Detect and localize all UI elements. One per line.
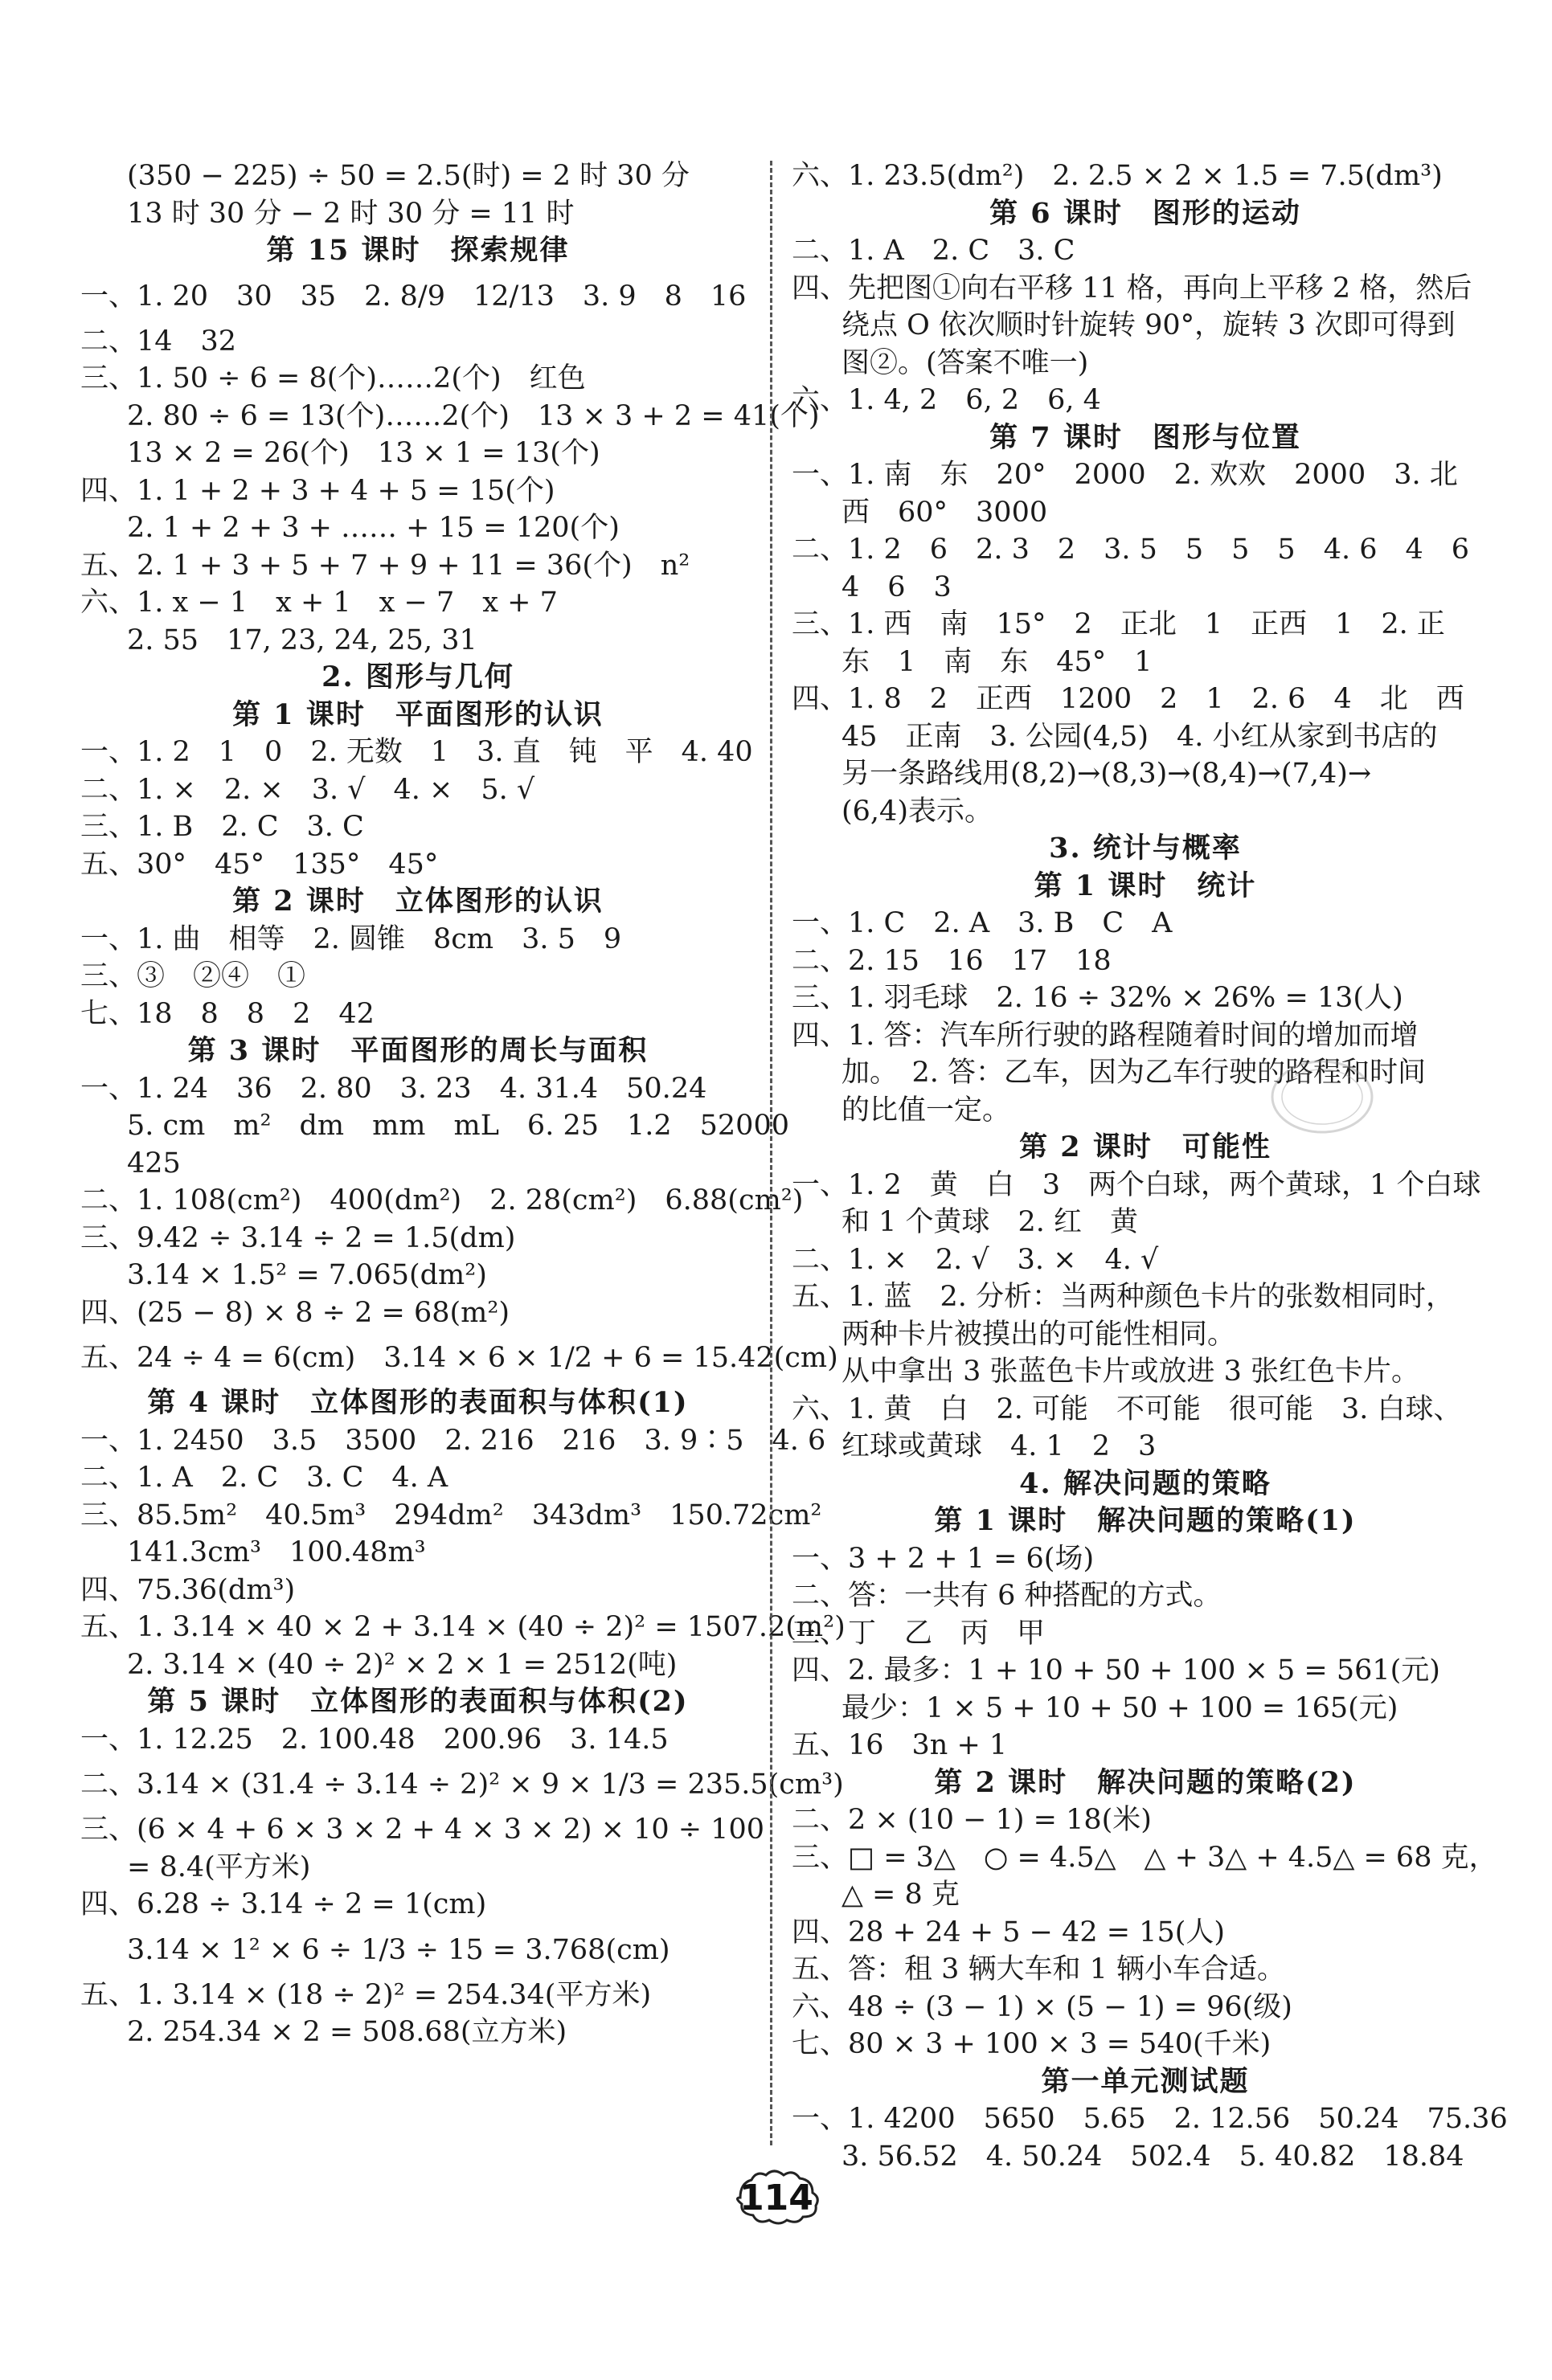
- page-number-text: 114: [739, 2177, 813, 2218]
- answer-line: 二、1. 2 6 2. 3 2 3. 5 5 5 5 4. 6 4 6: [792, 534, 1470, 566]
- page-number: [724, 2169, 829, 2226]
- answer-line: 3.14 × 1² × 6 ÷ 1/3 ÷ 15 = 3.768(cm): [127, 1933, 670, 1966]
- section-heading: 第一单元测试题: [1041, 2064, 1250, 2098]
- answer-line: 和 1 个黄球 2. 红 黄: [842, 1206, 1139, 1238]
- answer-line: 三、85.5m² 40.5m³ 294dm² 343dm³ 150.72cm²: [80, 1499, 822, 1531]
- answer-line: 三、1. 羽毛球 2. 16 ÷ 32% × 26% = 13(人): [792, 982, 1403, 1014]
- section-heading: 第 2 课时 立体图形的认识: [232, 885, 604, 918]
- watermark-stamp: [1266, 1053, 1378, 1141]
- answer-line: 红球或黄球 4. 1 2 3: [842, 1430, 1157, 1462]
- answer-line: 五、30° 45° 135° 45°: [80, 848, 439, 881]
- answer-line: 六、1. 4, 2 6, 2 6, 4: [792, 384, 1101, 416]
- answer-line: 四、(25 − 8) × 8 ÷ 2 = 68(m²): [80, 1296, 510, 1329]
- answer-line: 七、80 × 3 + 100 × 3 = 540(千米): [792, 2028, 1271, 2060]
- answer-line: 4 6 3: [842, 570, 952, 603]
- answer-line: (350 − 225) ÷ 50 = 2.5(时) = 2 时 30 分: [127, 160, 690, 192]
- section-heading: 第 2 课时 可能性: [1019, 1131, 1271, 1163]
- answer-line: 3.14 × 1.5² = 7.065(dm²): [127, 1259, 487, 1291]
- answer-line: 一、1. 南 东 20° 2000 2. 欢欢 2000 3. 北: [792, 459, 1458, 491]
- answer-line: 二、1. × 2. √ 3. × 4. √: [792, 1243, 1159, 1276]
- answer-line: 一、1. 2450 3.5 3500 2. 216 216 3. 9∶5 4. 6: [80, 1424, 826, 1457]
- answer-line: 三、9.42 ÷ 3.14 ÷ 2 = 1.5(dm): [80, 1221, 516, 1254]
- right-column: [792, 157, 1508, 2175]
- answer-line: 二、1. 108(cm²) 400(dm²) 2. 28(cm²) 6.88(cm²): [80, 1184, 804, 1217]
- column-divider: [770, 161, 772, 2145]
- answer-line: 二、14 32: [80, 325, 237, 358]
- answer-line: 三、丁 乙 丙 甲: [792, 1617, 1046, 1650]
- answer-line: 加。 2. 答：乙车，因为乙车行驶的路程和时间: [842, 1057, 1427, 1089]
- answer-line: 四、6.28 ÷ 3.14 ÷ 2 = 1(cm): [80, 1888, 487, 1920]
- answer-line: 二、1. A 2. C 3. C: [792, 235, 1075, 267]
- answer-line: 四、1. 1 + 2 + 3 + 4 + 5 = 15(个): [80, 474, 555, 507]
- answer-line: 七、18 8 8 2 42: [80, 997, 375, 1030]
- section-heading: 第 2 课时 解决问题的策略(2): [934, 1765, 1357, 1799]
- answer-line: 三、1. B 2. C 3. C: [80, 811, 364, 843]
- answer-line: 五、2. 1 + 3 + 5 + 7 + 9 + 11 = 36(个) n²: [80, 549, 690, 582]
- answer-line: 二、2 × (10 − 1) = 18(米): [792, 1804, 1152, 1836]
- section-heading: 第 4 课时 立体图形的表面积与体积(1): [147, 1386, 689, 1419]
- answer-line: 一、1. 2 1 0 2. 无数 1 3. 直 钝 平 4. 40: [80, 736, 753, 768]
- answer-line: 从中拿出 3 张蓝色卡片或放进 3 张红色卡片。: [842, 1356, 1420, 1388]
- answer-line: = 8.4(平方米): [127, 1850, 311, 1883]
- answer-line: 一、1. 24 36 2. 80 3. 23 4. 31.4 50.24: [80, 1072, 707, 1105]
- answer-line: 四、1. 8 2 正西 1200 2 1 2. 6 4 北 西: [792, 683, 1464, 715]
- answer-line: 2. 55 17, 23, 24, 25, 31: [127, 624, 477, 656]
- answer-line: 13 × 2 = 26(个) 13 × 1 = 13(个): [127, 437, 600, 469]
- answer-line: 四、先把图①向右平移 11 格，再向上平移 2 格，然后: [792, 272, 1472, 305]
- answer-line: 一、1. 曲 相等 2. 圆锥 8cm 3. 5 9: [80, 922, 622, 955]
- section-heading: 第 1 课时 平面图形的认识: [232, 697, 604, 731]
- answer-line: 5. cm m² dm mm mL 6. 25 1.2 52000: [127, 1110, 789, 1142]
- answer-line: 五、24 ÷ 4 = 6(cm) 3.14 × 6 × 1/2 + 6 = 15.42(cm): [80, 1342, 838, 1374]
- answer-line: 2. 1 + 2 + 3 + …… + 15 = 120(个): [127, 512, 620, 544]
- answer-line: 另一条路线用(8,2)→(8,3)→(8,4)→(7,4)→: [842, 758, 1372, 790]
- answer-line: 一、1. 12.25 2. 100.48 200.96 3. 14.5: [80, 1723, 669, 1756]
- section-heading: 第 3 课时 平面图形的周长与面积: [187, 1034, 649, 1067]
- section-heading: 2. 图形与几何: [321, 660, 514, 693]
- answer-line: 五、16 3n + 1: [792, 1729, 1008, 1761]
- answer-line: 13 时 30 分 − 2 时 30 分 = 11 时: [127, 197, 575, 230]
- section-heading: 第 1 课时 统计: [1034, 869, 1257, 902]
- answer-line: △ = 8 克: [842, 1879, 960, 1911]
- answer-line: 绕点 O 依次顺时针旋转 90°，旋转 3 次即可得到: [842, 309, 1456, 341]
- answer-line: 二、1. A 2. C 3. C 4. A: [80, 1462, 448, 1494]
- answer-line: 五、1. 蓝 2. 分析：当两种颜色卡片的张数相同时，: [792, 1281, 1455, 1313]
- answer-line: 45 正南 3. 公园(4,5) 4. 小红从家到书店的: [842, 720, 1438, 753]
- answer-line: 四、1. 答：汽车所行驶的路程随着时间的增加而增: [792, 1019, 1419, 1052]
- section-heading: 第 6 课时 图形的运动: [989, 196, 1301, 230]
- answer-line: 六、1. x − 1 x + 1 x − 7 x + 7: [80, 587, 558, 619]
- answer-line: 六、1. 黄 白 2. 可能 不可能 很可能 3. 白球、: [792, 1392, 1462, 1425]
- answer-line: 五、1. 3.14 × 40 × 2 + 3.14 × (40 ÷ 2)² = 1507.2(m²): [80, 1611, 846, 1643]
- answer-line: 西 60° 3000: [842, 496, 1048, 529]
- answer-line: 2. 80 ÷ 6 = 13(个)……2(个) 13 × 3 + 2 = 41(个): [127, 399, 820, 432]
- answer-line: 三、□ = 3△ ○ = 4.5△ △ + 3△ + 4.5△ = 68 克，: [792, 1841, 1497, 1874]
- answer-line: 三、1. 50 ÷ 6 = 8(个)……2(个) 红色: [80, 362, 586, 395]
- section-heading: 第 7 课时 图形与位置: [989, 420, 1301, 454]
- section-heading: 4. 解决问题的策略: [1019, 1466, 1271, 1500]
- answer-line: 五、答：租 3 辆大车和 1 辆小车合适。: [792, 1953, 1286, 1985]
- answer-line: 2. 3.14 × (40 ÷ 2)² × 2 × 1 = 2512(吨): [127, 1648, 678, 1681]
- answer-line: 三、③ ②④ ①: [80, 960, 306, 992]
- answer-line: 三、(6 × 4 + 6 × 3 × 2 + 4 × 3 × 2) × 10 ÷ 100: [80, 1814, 764, 1846]
- answer-line: 二、1. × 2. × 3. √ 4. × 5. √: [80, 773, 535, 806]
- answer-line: 的比值一定。: [842, 1094, 1011, 1127]
- answer-line: 东 1 南 东 45° 1: [842, 645, 1153, 678]
- answer-line: 两种卡片被摸出的可能性相同。: [842, 1318, 1236, 1351]
- answer-line: 一、3 + 2 + 1 = 6(场): [792, 1542, 1095, 1575]
- answer-line: 二、2. 15 16 17 18: [792, 944, 1112, 977]
- answer-line: 一、1. C 2. A 3. B C A: [792, 907, 1173, 939]
- answer-line: 二、3.14 × (31.4 ÷ 3.14 ÷ 2)² × 9 × 1/3 = 235.5(cm³): [80, 1769, 844, 1801]
- left-column: [80, 157, 846, 2051]
- section-heading: 第 1 课时 解决问题的策略(1): [934, 1504, 1357, 1537]
- section-heading: 第 5 课时 立体图形的表面积与体积(2): [147, 1685, 689, 1718]
- answer-line: 五、1. 3.14 × (18 ÷ 2)² = 254.34(平方米): [80, 1978, 652, 2011]
- answer-line: 四、28 + 24 + 5 − 42 = 15(人): [792, 1916, 1226, 1949]
- answer-line: 四、2. 最多：1 + 10 + 50 + 100 × 5 = 561(元): [792, 1654, 1440, 1687]
- answer-line: (6,4)表示。: [842, 795, 993, 828]
- answer-line: 图②。(答案不唯一): [842, 346, 1089, 379]
- answer-line: 四、75.36(dm³): [80, 1573, 296, 1606]
- answer-line: 2. 254.34 × 2 = 508.68(立方米): [127, 2016, 567, 2048]
- section-heading: 3. 统计与概率: [1049, 832, 1242, 865]
- answer-line: 六、1. 23.5(dm²) 2. 2.5 × 2 × 1.5 = 7.5(dm³): [792, 160, 1443, 192]
- answer-line: 二、答：一共有 6 种搭配的方式。: [792, 1580, 1222, 1612]
- answer-line: 一、1. 4200 5650 5.65 2. 12.56 50.24 75.36: [792, 2103, 1508, 2135]
- answer-line: 141.3cm³ 100.48m³: [127, 1536, 426, 1568]
- answer-line: 最少：1 × 5 + 10 + 50 + 100 = 165(元): [842, 1691, 1398, 1724]
- answer-line: 425: [127, 1147, 181, 1180]
- section-heading: 第 15 课时 探索规律: [266, 234, 570, 267]
- answer-line: 一、1. 20 30 35 2. 8/9 12/13 3. 9 8 16: [80, 280, 747, 313]
- answer-line: 3. 56.52 4. 50.24 502.4 5. 40.82 18.84: [842, 2140, 1464, 2173]
- answer-line: 三、1. 西 南 15° 2 正北 1 正西 1 2. 正: [792, 608, 1445, 640]
- answer-line: 六、48 ÷ (3 − 1) × (5 − 1) = 96(级): [792, 1990, 1292, 2023]
- answer-line: 一、1. 2 黄 白 3 两个白球，两个黄球，1 个白球: [792, 1168, 1481, 1201]
